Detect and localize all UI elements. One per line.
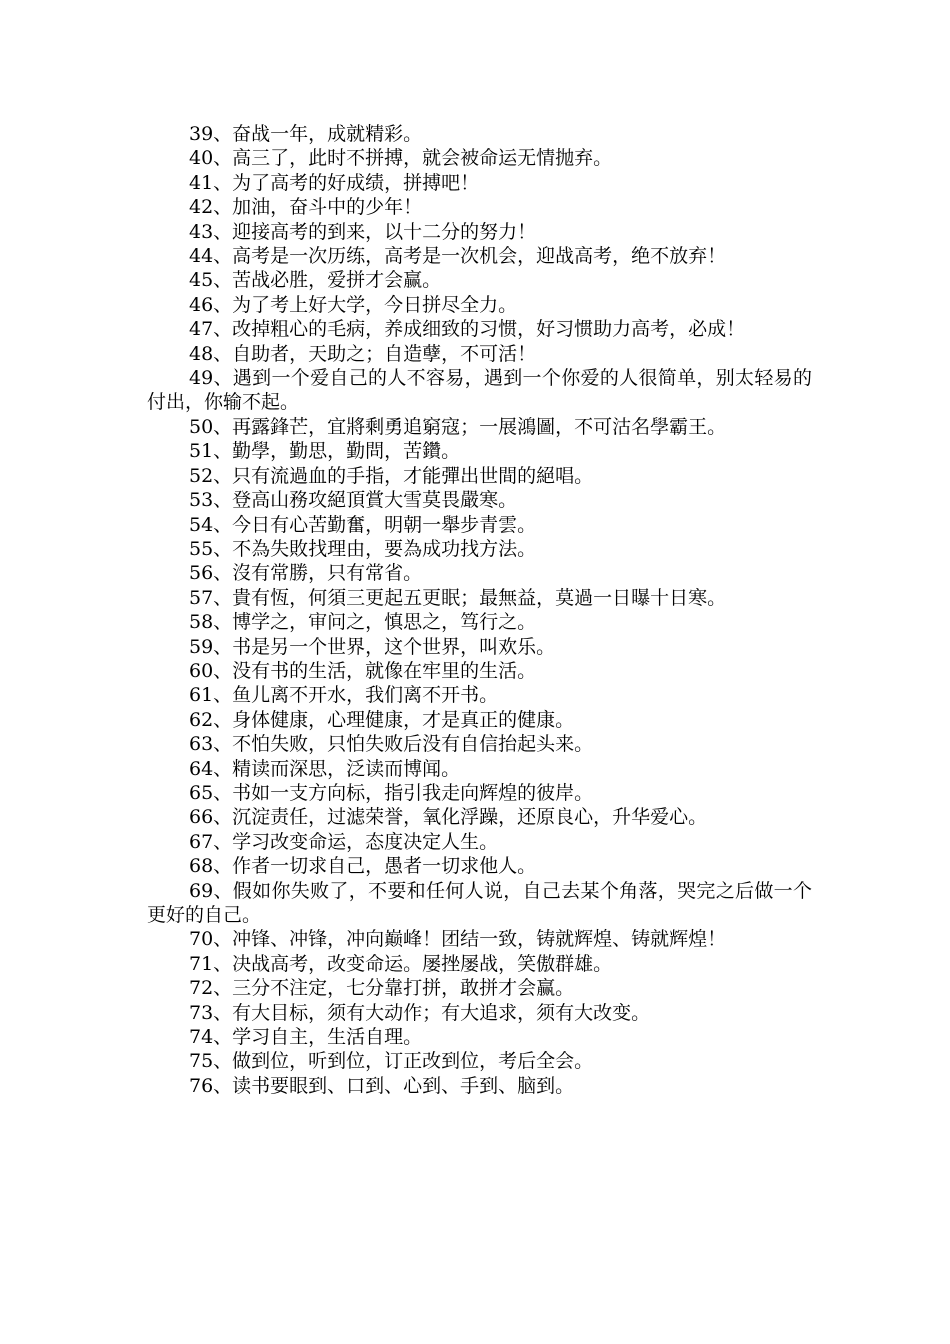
quote-line: 45、苦战必胜，爱拼才会赢。: [189, 269, 442, 292]
quote-line: 60、没有书的生活，就像在牢里的生活。: [189, 659, 537, 682]
quote-line: 46、为了考上好大学，今日拼尽全力。: [189, 293, 518, 316]
quote-line: 41、为了高考的好成绩，拼搏吧！: [189, 171, 480, 194]
quote-line: 75、做到位，听到位，订正改到位，考后全会。: [189, 1050, 594, 1073]
quote-line: 68、作者一切求自己，愚者一切求他人。: [189, 855, 537, 878]
quote-line: 44、高考是一次历练，高考是一次机会，迎战高考，绝不放弃！: [189, 245, 727, 268]
quote-line: 65、书如一支方向标，指引我走向辉煌的彼岸。: [189, 781, 594, 804]
quote-line: 39、奋战一年，成就精彩。: [189, 123, 423, 145]
quote-line: 47、改掉粗心的毛病，养成细致的习惯，好习惯助力高考，必成！: [189, 318, 746, 341]
quote-line: 49、遇到一个爱自己的人不容易，遇到一个你爱的人很简单，别太轻易的付出，你输不起。: [147, 367, 812, 414]
quote-line: 53、登高山務攻絕頂賞大雪莫畏嚴寒。: [189, 489, 518, 512]
quote-line: 54、今日有心苦勤奮，明朝一舉步青雲。: [189, 513, 537, 536]
quote-line: 57、貴有恆，何須三更起五更眠；最無益，莫過一日曝十日寒。: [189, 586, 727, 609]
quote-line: 56、沒有常勝，只有常省。: [189, 562, 423, 585]
quote-line: 51、勤學，勤思，勤問，苦鑽。: [189, 440, 461, 463]
quote-line: 61、鱼儿离不开水，我们离不开书。: [189, 684, 499, 707]
quote-line: 62、身体健康，心理健康，才是真正的健康。: [189, 708, 575, 731]
quote-line: 74、学习自主，生活自理。: [189, 1026, 423, 1049]
quote-line: 67、学习改变命运，态度决定人生。: [189, 830, 499, 853]
quote-line: 52、只有流過血的手指，才能彈出世間的絕唱。: [189, 464, 594, 487]
quote-line: 71、决战高考，改变命运。屡挫屡战，笑傲群雄。: [189, 952, 613, 975]
quote-line: 58、博学之，审问之，慎思之，笃行之。: [189, 611, 537, 634]
quote-line: 59、书是另一个世界，这个世界，叫欢乐。: [189, 635, 556, 658]
quote-line: 63、不怕失败，只怕失败后没有自信抬起头来。: [189, 733, 594, 756]
quote-line: 64、精读而深思，泛读而博闻。: [189, 757, 461, 780]
quote-line: 70、冲锋、冲锋，冲向巅峰！团结一致，铸就辉煌、铸就辉煌！: [189, 928, 727, 951]
quote-line: 48、自助者，天助之；自造孽，不可活！: [189, 342, 537, 365]
quote-list: [147, 122, 812, 1098]
quote-line: 50、再露鋒芒，宜將剩勇追窮寇；一展鴻圖，不可沽名學霸王。: [189, 415, 727, 438]
quote-line: 73、有大目标，须有大动作；有大追求，须有大改变。: [189, 1001, 651, 1024]
quote-line: 69、假如你失败了，不要和任何人说，自己去某个角落，哭完之后做一个更好的自己。: [147, 879, 812, 926]
quote-line: 40、高三了，此时不拼搏，就会被命运无情抛弃。: [189, 147, 613, 170]
quote-line: 55、不為失敗找理由，要為成功找方法。: [189, 537, 537, 560]
quote-line: 42、加油，奋斗中的少年！: [189, 196, 423, 219]
quote-line: 43、迎接高考的到来，以十二分的努力！: [189, 220, 537, 243]
quote-line: 76、读书要眼到、口到、心到、手到、脑到。: [189, 1074, 575, 1097]
quote-line: 72、三分不注定，七分靠打拼，敢拼才会赢。: [189, 977, 575, 1000]
quote-line: 66、沉淀责任，过滤荣誉，氧化浮躁，还原良心，升华爱心。: [189, 806, 708, 829]
